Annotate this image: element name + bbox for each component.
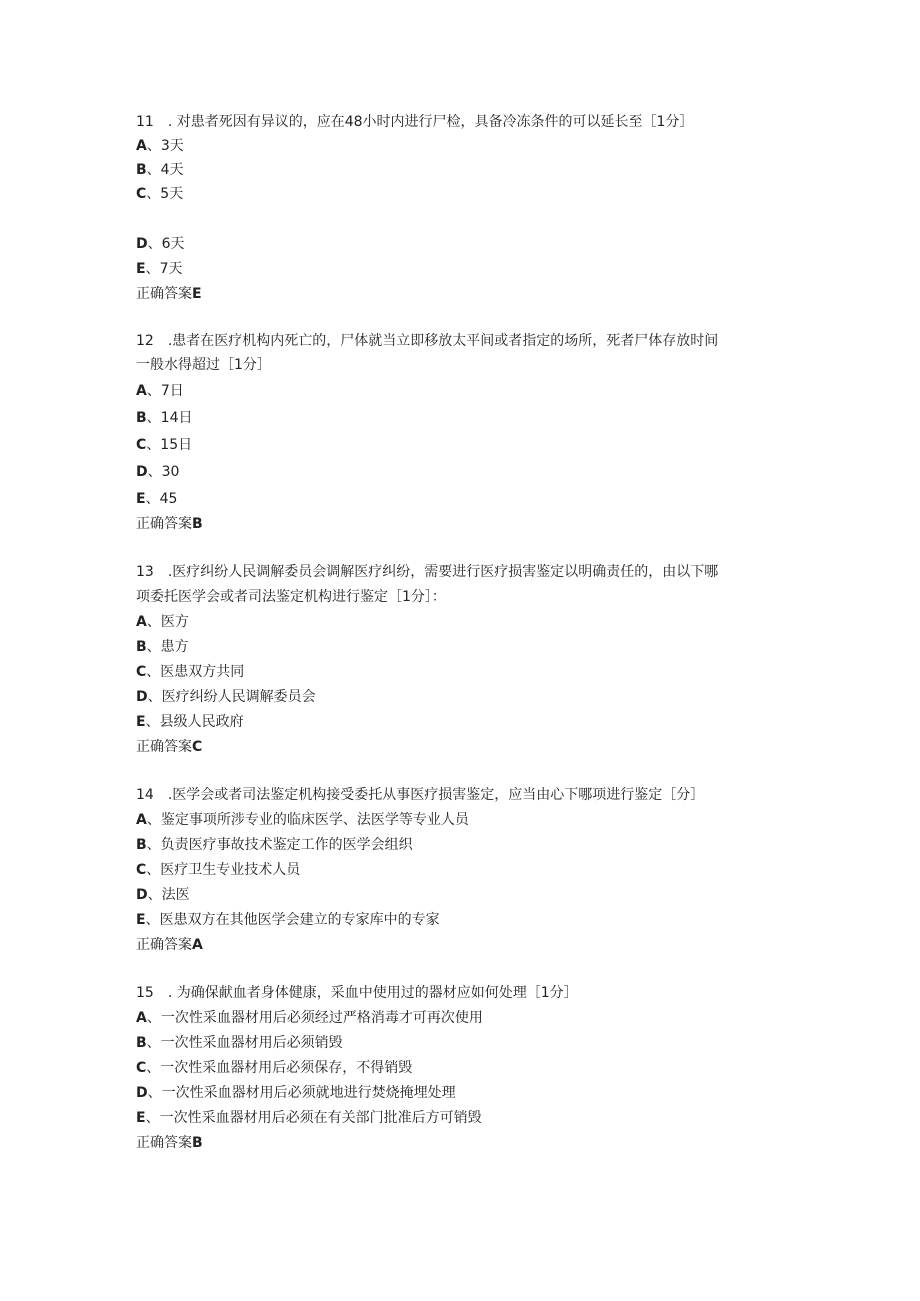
question-12-option-a: A、7日 <box>136 383 184 399</box>
question-12-option-d: D、30 <box>136 464 180 480</box>
question-13-answer: 正确答案C <box>136 739 203 755</box>
question-14-title: 14 .医学会或者司法鉴定机构接受委托从事医疗损害鉴定，应当由心下哪项进行鉴定［分］ <box>136 787 705 803</box>
question-15-option-e: E、一次性采血器材用后必须在有关部门批准后方可销毁 <box>136 1110 482 1126</box>
question-13-option-b: B、患方 <box>136 639 189 655</box>
question-12-option-c: C、15日 <box>136 437 193 453</box>
question-13-title-line-1: 13 .医疗纠纷人民调解委员会调解医疗纠纷，需要进行医疗损害鉴定以明确责任的，由以下哪 <box>136 564 719 580</box>
question-15-option-c: C、一次性采血器材用后必须保存，不得销毁 <box>136 1060 413 1076</box>
question-11-option-b: B、4天 <box>136 162 184 178</box>
question-14-option-a: A、鉴定事项所涉专业的临床医学、法医学等专业人员 <box>136 812 469 828</box>
question-11-answer: 正确答案E <box>136 286 202 302</box>
question-11-option-c: C、5天 <box>136 186 184 202</box>
question-15-title: 15 . 为确保献血者身体健康，采血中使用过的器材应如何处理［1分］ <box>136 985 578 1001</box>
question-11-option-e: E、7天 <box>136 261 183 277</box>
question-12-option-e: E、45 <box>136 491 178 507</box>
question-14-answer: 正确答案A <box>136 937 203 953</box>
question-14-option-b: B、负责医疗事故技术鉴定工作的医学会组织 <box>136 837 413 853</box>
question-14-option-e: E、医患双方在其他医学会建立的专家库中的专家 <box>136 912 440 928</box>
question-14-option-d: D、法医 <box>136 887 190 903</box>
question-15-option-a: A、一次性采血器材用后必须经过严格消毒才可再次使用 <box>136 1010 483 1026</box>
question-12-title-line-2: 一般水得超过［1分］ <box>136 357 271 373</box>
question-15-option-b: B、一次性采血器材用后必须销毁 <box>136 1035 343 1051</box>
question-13-title-line-2: 项委托医学会或者司法鉴定机构进行鉴定［1分］： <box>136 589 446 605</box>
question-13-option-d: D、医疗纠纷人民调解委员会 <box>136 689 316 705</box>
question-13-option-c: C、医患双方共同 <box>136 664 245 680</box>
question-12-option-b: B、14日 <box>136 410 193 426</box>
question-11-option-a: A、3天 <box>136 138 184 154</box>
question-12-answer: 正确答案B <box>136 516 203 532</box>
question-14-option-c: C、医疗卫生专业技术人员 <box>136 862 301 878</box>
question-11-option-d: D、6天 <box>136 236 185 252</box>
question-15-option-d: D、一次性采血器材用后必须就地进行焚烧掩埋处理 <box>136 1085 456 1101</box>
question-13-option-a: A、医方 <box>136 614 189 630</box>
question-13-option-e: E、县级人民政府 <box>136 714 244 730</box>
question-11-title: 11 . 对患者死因有异议的，应在48小时内进行尸检，具备冷冻条件的可以延长至［1分］ <box>136 114 694 130</box>
question-12-title-line-1: 12 .患者在医疗机构内死亡的，尸体就当立即移放太平间或者指定的场所，死者尸体存放时间 <box>136 333 719 349</box>
question-15-answer: 正确答案B <box>136 1135 203 1151</box>
